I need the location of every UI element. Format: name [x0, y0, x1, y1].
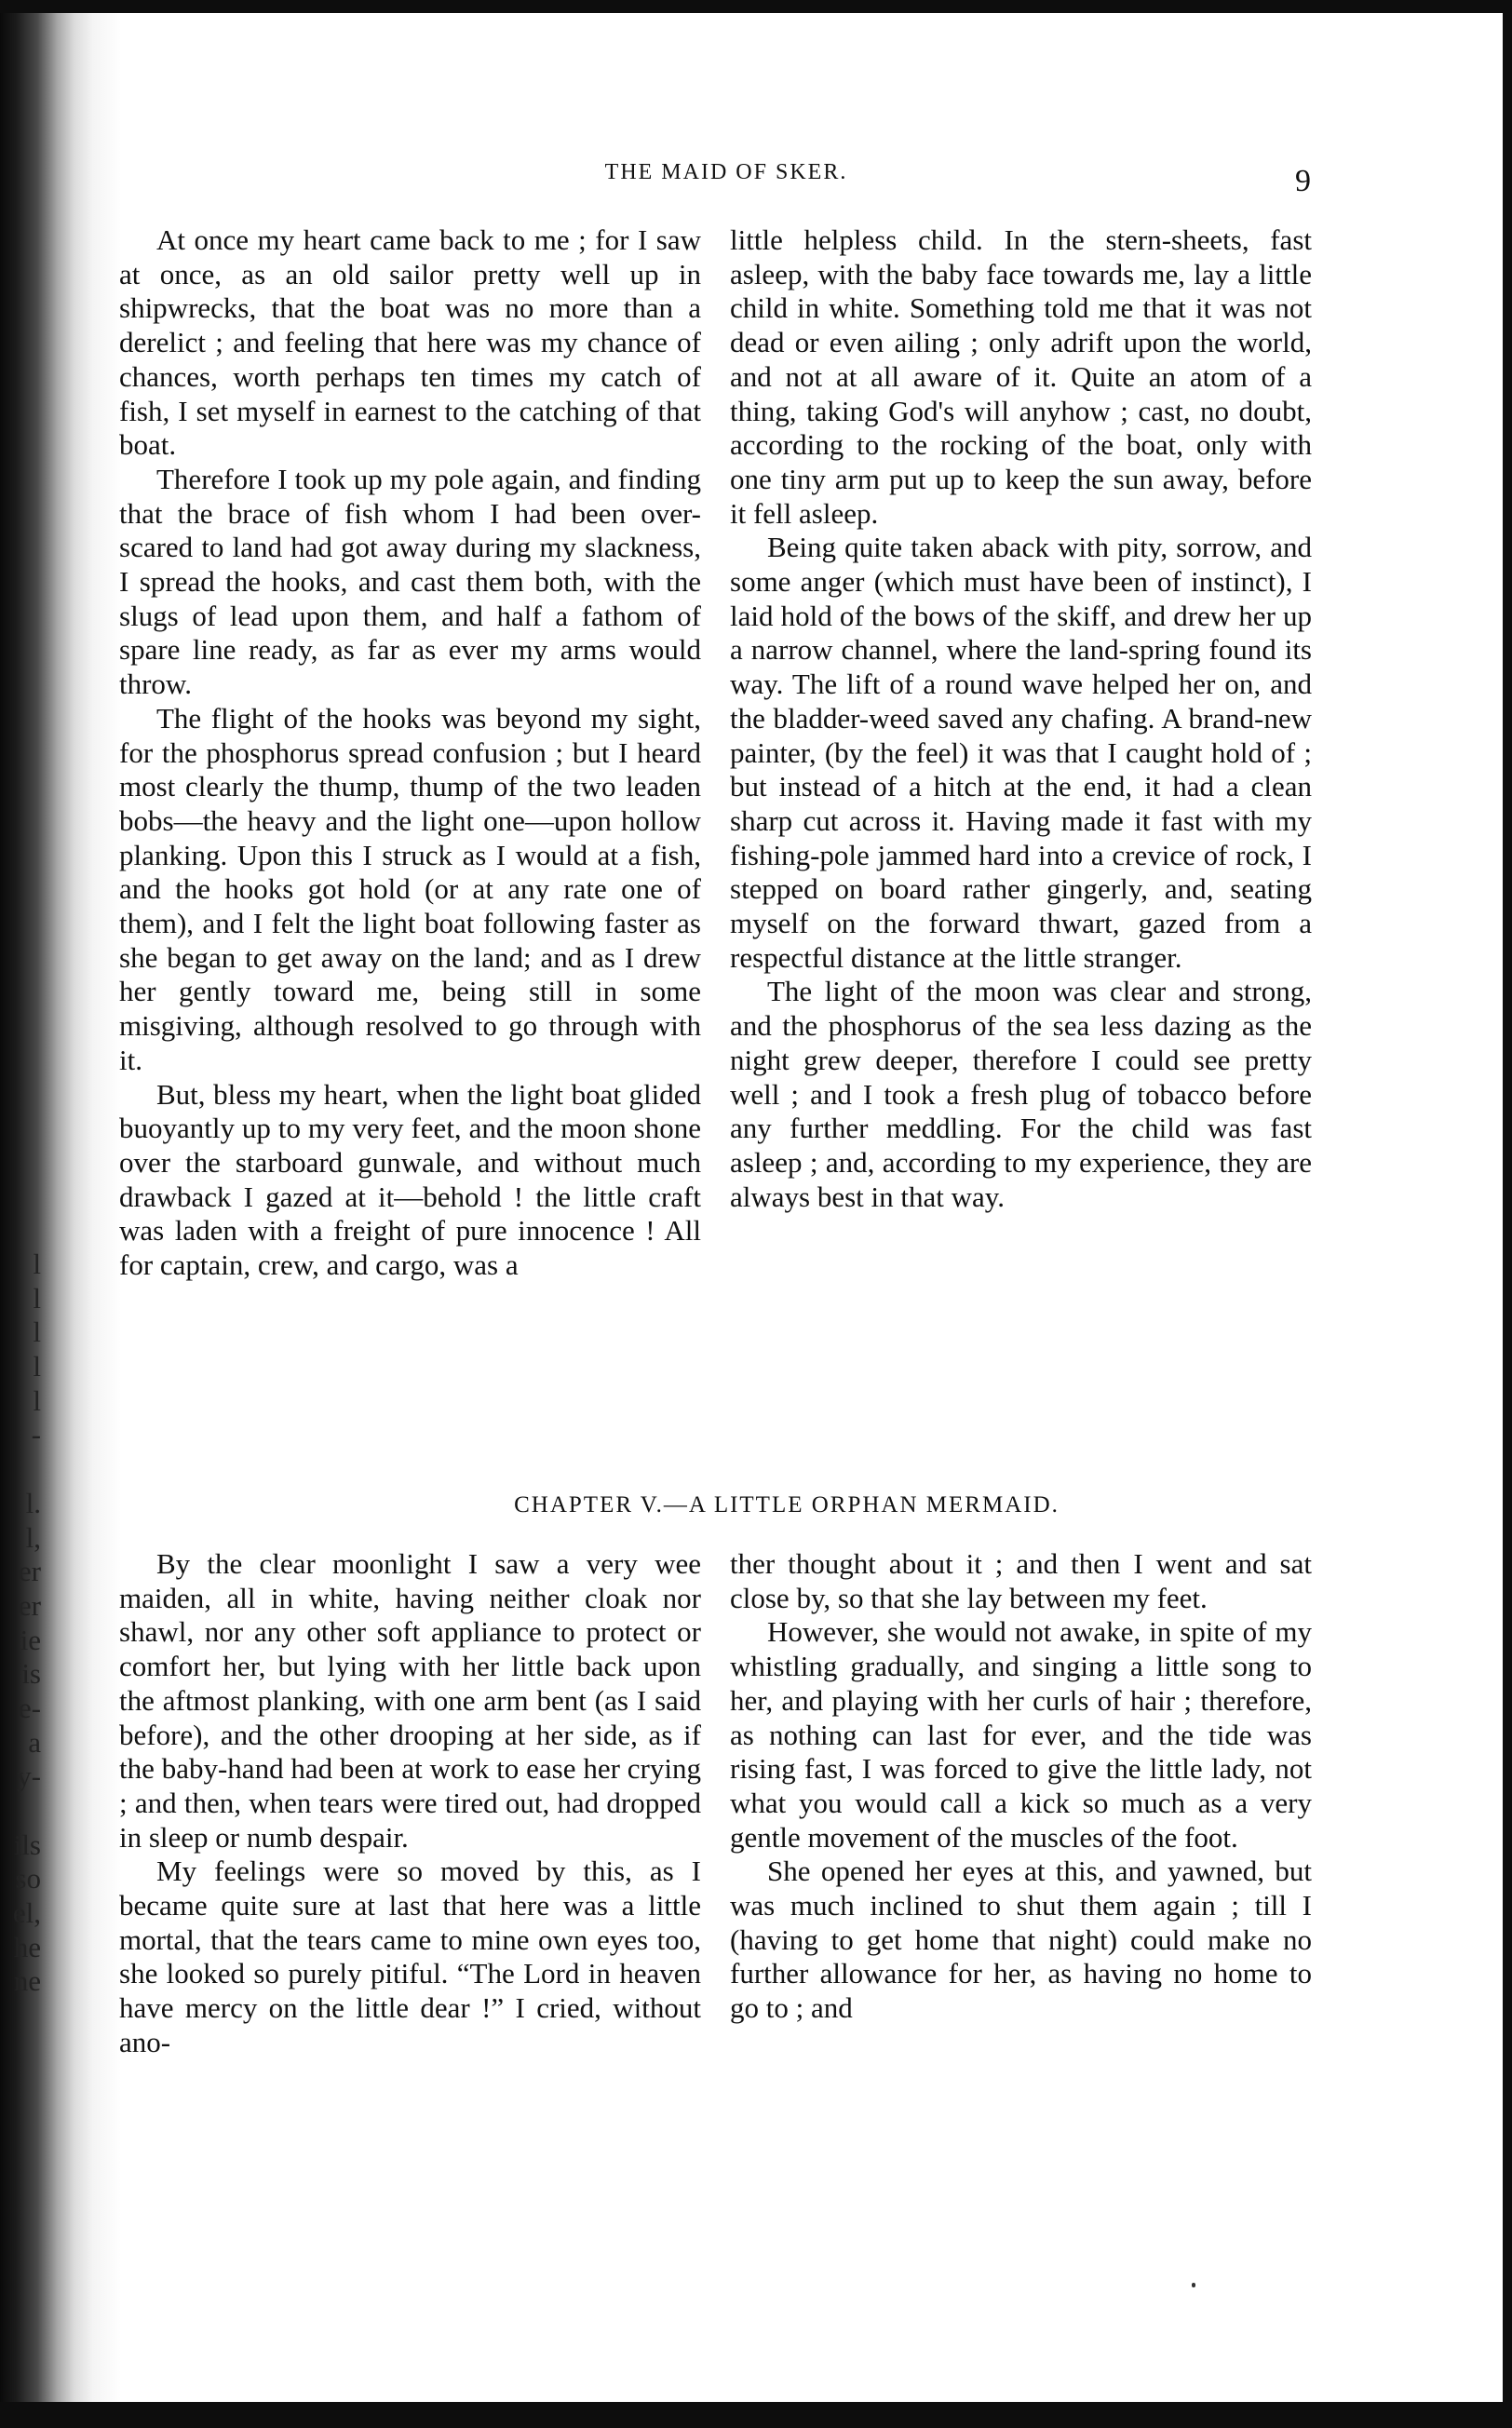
bottom-left-column	[119, 1547, 701, 2060]
paragraph: But, bless my heart, when the light boat glided buoyantly up to my very feet, and the moon shone over the starboard gunwale, and without much drawback I gazed at it—behold ! the little craft was laden with a freight of pure innocence ! All for captain, crew, and cargo, was a	[119, 1077, 701, 1282]
paragraph: ther thought about it ; and then I went and sat close by, so that she lay between my feet.	[730, 1547, 1312, 1614]
paragraph: Being quite taken aback with pity, sorrow, and some anger (which must have been of instinct), I laid hold of the bows of the skiff, and drew her up a narrow channel, where the land-spring found its way. The lift of a round wave helped her on, and the bladder-weed saved any chafing. A brand-new painter, (by the feel) it was that I caught hold of ; but instead of a hitch at the end, it had a clean sharp cut across it. Having made it fast with my fishing-pole jammed hard into a crevice of rock, I stepped on board rather gingerly, and, seating myself on the forward thwart, gazed from a respectful distance at the little stranger.	[730, 531, 1312, 974]
bleed-fragment: is	[21, 1657, 41, 1691]
paragraph: The flight of the hooks was beyond my sight, for the phosphorus spread confusion ; but I heard most clearly the thump, thump of the two leaden bobs—the heavy and the light one—upon hollow planking. Upon this I struck as I would at a fish, and the hooks got hold (or at any rate one of them), and I felt the light boat following faster as she began to get away on the land; and as I drew her gently toward me, being still in some misgiving, although resolved to go through with it.	[119, 701, 701, 1076]
bleed-fragment: y-	[17, 1760, 41, 1793]
paragraph: My feelings were so moved by this, as I became quite sure at last that here was a little mortal, that the tears came to mine own eyes too, she looked so purely pitiful. “The Lord in heaven have mercy on the little dear !” I cried, without ano-	[119, 1855, 701, 2058]
paper-speck	[1192, 2283, 1195, 2287]
page-number: 9	[1295, 164, 1311, 198]
bleed-fragment: er	[18, 1588, 41, 1622]
paragraph: little helpless child. In the stern-sheets, fast asleep, with the baby face towards me, lay a little child in white. Something told me that it was not dead or even ailing ; only adrift upon the world, and not at all aware of it. Quite an atom of a thing, taking God's will anyhow ; cast, no doubt, according to the rocking of the boat, only with one tiny arm put up to keep the sun away, before it fell asleep.	[730, 223, 1312, 530]
bleed-fragment: er	[18, 1555, 41, 1588]
top-left-column	[119, 223, 701, 1283]
bleed-fragment: -	[31, 1418, 41, 1451]
bleed-fragment: l	[33, 1315, 41, 1349]
bleed-fragment: el,	[12, 1896, 41, 1930]
paragraph: She opened her eyes at this, and yawned, but was much inclined to shut them again ; till I (having to get home that night) could make no further allowance for her, as having no home to go to ; and	[730, 1855, 1312, 2025]
facing-page-bleed	[0, 1248, 41, 1999]
bleed-fragment: a	[28, 1725, 41, 1759]
bleed-fragment: he	[13, 1930, 41, 1963]
bottom-right-column	[730, 1547, 1312, 2026]
bleed-fragment: l.	[25, 1486, 41, 1519]
bleed-fragment: l,	[25, 1520, 41, 1554]
chapter-heading: CHAPTER V.—A LITTLE ORPHAN MERMAID.	[514, 1492, 1060, 1518]
bleed-fragment: l	[33, 1248, 41, 1280]
paragraph: By the clear moonlight I saw a very wee maiden, all in white, having neither cloak nor shawl, nor any other soft appliance to protect or comfort her, but lying with her little back upon the aftmost planking, with one arm bent (as I said before), and the other drooping at her side, as if the baby-hand had been at work to ease her crying ; and then, when tears were tired out, had dropped in sleep or numb despair.	[119, 1547, 701, 1854]
paragraph: The light of the moon was clear and strong, and the phosphorus of the sea less dazing as the night grew deeper, therefore I could see pretty well ; and I took a fresh plug of tobacco before any further meddling. For the child was fast asleep ; and, according to my experience, they are always best in that way.	[730, 975, 1312, 1213]
bleed-fragment: ne	[13, 1964, 41, 1998]
running-title: THE MAID OF SKER.	[604, 160, 848, 184]
bleed-fragment: l	[33, 1350, 41, 1383]
bleed-fragment: ie	[20, 1623, 41, 1656]
bleed-fragment: l	[33, 1281, 41, 1315]
paragraph: At once my heart came back to me ; for I saw at once, as an old sailor pretty well up in shipwrecks, that the boat was no more than a derelict ; and feeling that here was my chance of chances, worth perhaps ten times my catch of fish, I set myself in earnest to the catching of that boat.	[119, 223, 701, 462]
top-right-column	[730, 223, 1312, 1214]
paragraph: However, she would not awake, in spite of my whistling gradually, and singing a little song to her, and playing with her curls of hair ; therefore, as nothing can last for ever, and the tide was rising fast, I was forced to give the little lady, not what you would call a kick so much as a very gentle movement of the muscles of the foot.	[730, 1615, 1312, 1854]
bleed-fragment: so	[15, 1862, 41, 1895]
bleed-fragment: ils	[13, 1828, 41, 1861]
bleed-fragment	[0, 1794, 41, 1828]
paragraph: Therefore I took up my pole again, and finding that the brace of fish whom I had been over-scared to land had got away during my slackness, I spread the hooks, and cast them both, with the slugs of lead upon them, and half a fathom of spare line ready, as far as ever my arms would throw.	[119, 462, 701, 701]
bleed-fragment	[0, 1452, 41, 1487]
bleed-fragment: e-	[18, 1691, 41, 1724]
bleed-fragment: l	[33, 1383, 41, 1417]
